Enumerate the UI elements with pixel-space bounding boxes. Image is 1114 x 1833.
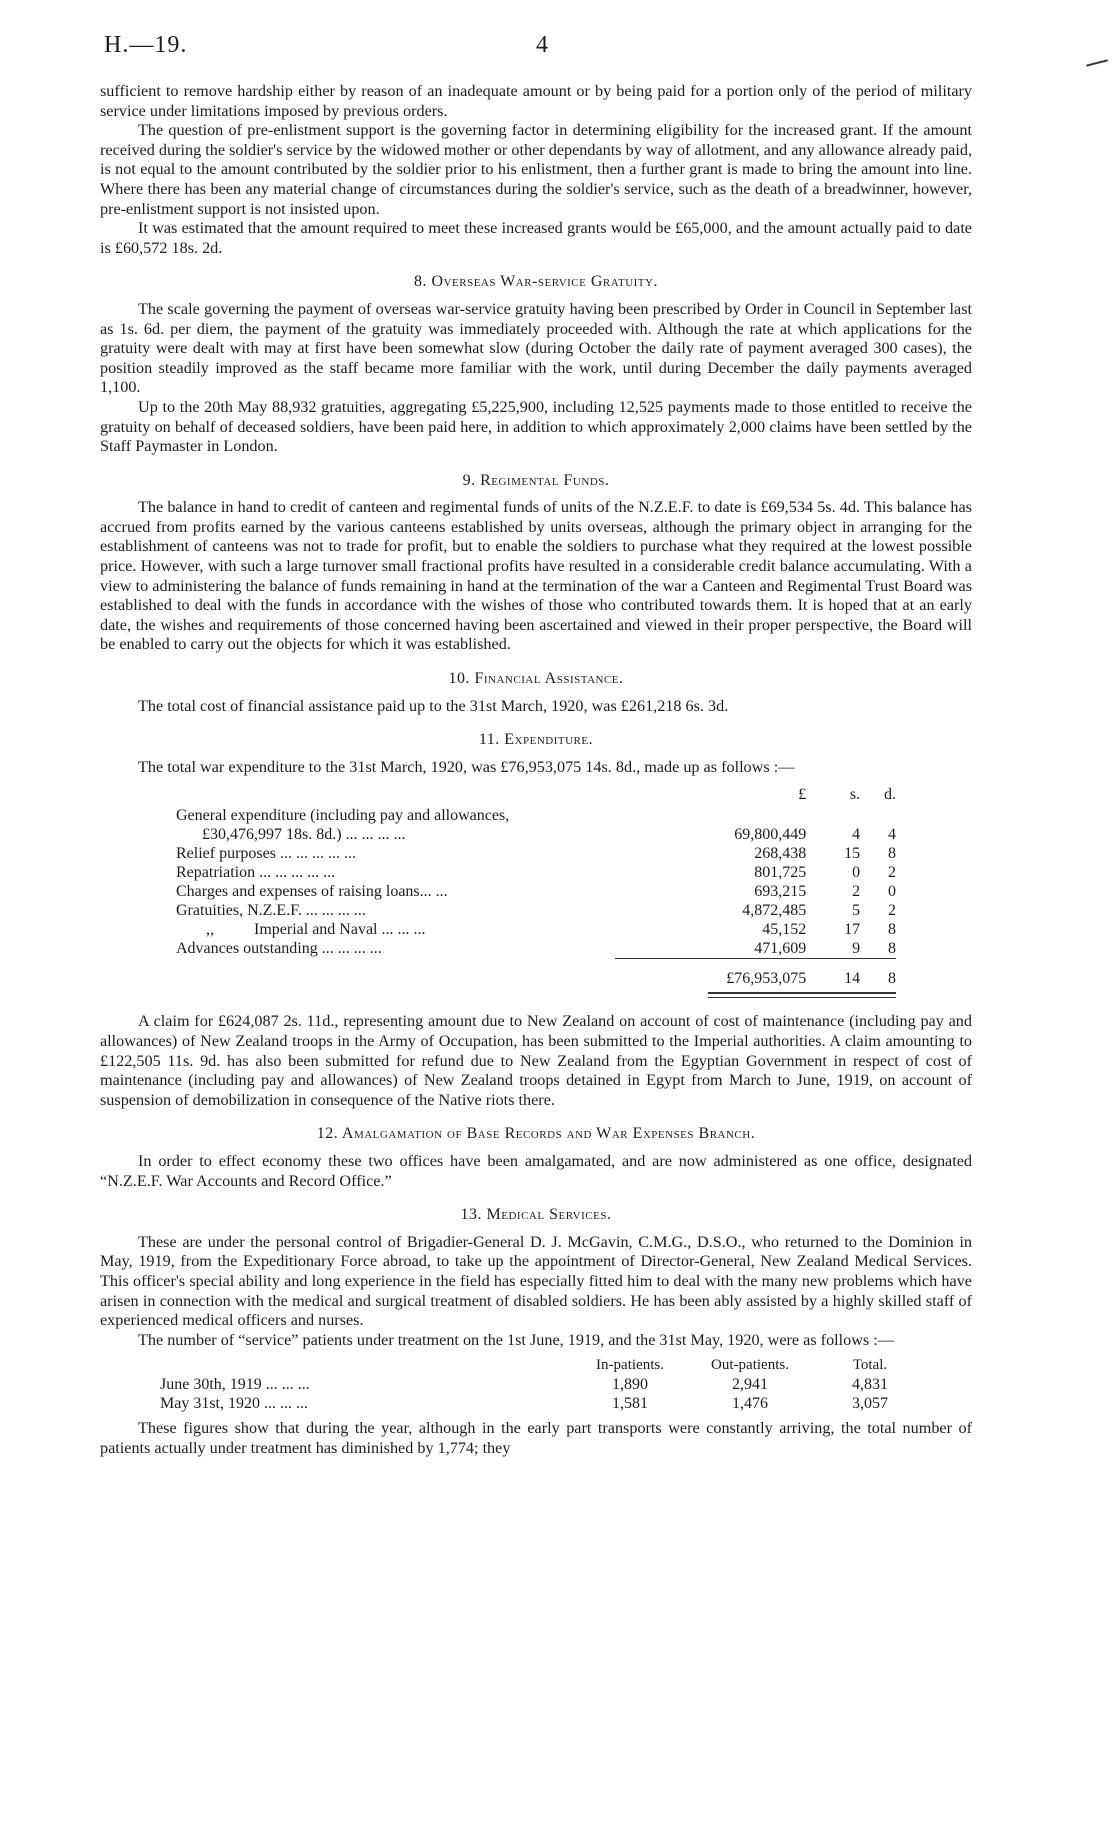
document-reference: H.—19. [104,32,188,58]
expenditure-desc: General expenditure (including pay and allowances, [176,807,510,825]
page-number: 4 [536,32,548,58]
margin-mark [1086,59,1108,66]
expenditure-desc: Relief purposes ... ... ... ... ... [176,845,356,863]
expenditure-desc: £30,476,997 18s. 8d.) ... ... ... ... [202,826,406,844]
paragraph: In order to effect economy these two offices have been amalgamated, and are now administered as one office, designated “N.Z.E.F. War Accounts and Record Office.” [100,1151,972,1190]
expenditure-total-pence: 8 [860,959,896,989]
expenditure-pounds: 693,215 [754,883,807,901]
section-heading: 11. Expenditure. [478,731,594,749]
patients-row [160,1375,930,1394]
expenditure-pounds: 69,800,449 [734,826,807,844]
expenditure-shillings: 4 [852,826,861,844]
expenditure-desc: Charges and expenses of raising loans... ... [176,883,448,901]
expenditure-shillings: 15 [844,845,861,863]
in-patients-value: 1,581 [612,1395,648,1413]
patients-table [160,1356,930,1413]
ditto-mark: ,, [206,921,214,939]
expenditure-pounds: 471,609 [754,940,807,958]
section-heading: 10. Financial Assistance. [448,670,624,688]
expenditure-pounds: 45,152 [762,921,807,939]
expenditure-row [176,844,896,863]
paragraph: A claim for £624,087 2s. 11d., representing amount due to New Zealand on account of cost of maintenance (including pay and allowances) of New Zealand troops in the Army of Occupation, has been submitted to the Imperial authorities. A claim amounting to £122,505 11s. 9d. has also been submitted for refund due to New Zealand from the Egyptian Government in respect of cost of maintenance (including pay and allowances) of New Zealand troops detained in Egypt from March to June, 1919, on account of suspension of demobilization in consequence of the Native riots there. [100,1012,972,1109]
paragraph: The number of “service” patients under treatment on the 1st June, 1919, and the 31st May, 1920, were as follows :— [138,1330,894,1349]
expenditure-shillings: 5 [852,902,861,920]
expenditure-row [176,882,896,901]
expenditure-desc: ,, Imperial and Naval ... ... ... [206,921,426,939]
col-in-patients: In-patients. [596,1357,664,1374]
paragraph: These are under the personal control of Brigadier-General D. J. McGavin, C.M.G., D.S.O., who returned to the Dominion in May, 1919, from the Expeditionary Force abroad, to take up the appointment of Director-General, New Zealand Medical Services. This officer's special ability and long experience in the field has especially fitted him to deal with the many new problems which have arisen in connection with the medical and surgical treatment of disabled soldiers. He has been ably assisted by a highly skilled staff of experienced medical officers and nurses. [100,1232,972,1330]
total-value: 3,057 [852,1395,888,1413]
expenditure-shillings: 0 [852,864,861,882]
paragraph: The question of pre-enlistment support is the governing factor in determining eligibility for the increased grant. If the amount received during the soldier's service by the widowed mother or other dependants by way of allotment, and any allowance already paid, is not equal to the amount contributed by the soldier prior to his enlistment, then a further grant is made to bring the amount into line. Where there has been any material change of circumstances during the soldier's service, such as the death of a breadwinner, however, pre-enlistment support is not insisted upon. [100,121,972,218]
patients-header-row [160,1356,930,1375]
expenditure-row [176,863,896,882]
expenditure-total-shillings: 14 [824,959,860,989]
expenditure-desc: Gratuities, N.Z.E.F. ... ... ... ... [176,902,366,920]
section-heading: 12. Amalgamation of Base Records and War Expenses Branch. [316,1125,756,1143]
expenditure-row [176,920,896,939]
expenditure-pence: 8 [888,921,896,939]
expenditure-table [176,785,896,988]
expenditure-pence: 2 [888,902,896,920]
in-patients-value: 1,890 [612,1376,648,1394]
expenditure-pence: 8 [888,845,896,863]
out-patients-value: 1,476 [732,1395,768,1413]
unit-pence: d. [884,786,896,804]
expenditure-pence: 8 [888,940,896,958]
expenditure-desc: Advances outstanding ... ... ... ... [176,940,382,958]
patients-date: June 30th, 1919 ... ... ... [160,1376,310,1394]
expenditure-pounds: 801,725 [754,864,807,882]
col-total: Total. [852,1357,888,1374]
unit-pounds: £ [798,786,807,804]
expenditure-row [176,806,896,825]
expenditure-pounds: 4,872,485 [742,902,807,920]
expenditure-pence: 0 [888,883,896,901]
paragraph: sufficient to remove hardship either by reason of an inadequate amount or by being paid for a portion only of the period of military service under limitations imposed by previous orders. [100,82,972,120]
patients-date: May 31st, 1920 ... ... ... [160,1395,308,1413]
paragraph: Up to the 20th May 88,932 gratuities, aggregating £5,225,900, including 12,525 payments made to those entitled to receive the gratuity on behalf of deceased soldiers, have been paid here, in addition to which approximately 2,000 claims have been settled by the Staff Paymaster in London. [100,397,972,456]
paragraph: The balance in hand to credit of canteen and regimental funds of units of the N.Z.E.F. to date is £69,534 5s. 4d. This balance has accrued from profits earned by the various canteens established by units overseas, although the primary object in arranging for the establishment of canteens was not to trade for profit, but to enable the soldiers to purchase what they required at the lowest possible price. However, with such a large turnover small fractional profits have resulted in a considerable credit balance accumulating. With a view to administering the balance of funds remaining in hand at the termination of the war a Canteen and Regimental Trust Board was established to deal with the funds in accordance with the wishes of those who contributed towards them. It is hoped that at an early date, the wishes and requirements of those concerned having been ascertained and viewed in their proper perspective, the Board will be enabled to carry out the objects for which it was established. [100,498,972,654]
col-out-patients: Out-patients. [711,1357,789,1374]
expenditure-row [176,939,896,959]
unit-shillings: s. [849,786,861,804]
expenditure-shillings: 17 [844,921,861,939]
patients-row [160,1394,930,1413]
expenditure-shillings: 9 [852,940,861,958]
section-heading: 9. Regimental Funds. [462,471,610,489]
total-value: 4,831 [852,1376,888,1394]
expenditure-total-pounds: £76,953,075 [615,959,824,989]
section-heading: 13. Medical Services. [460,1206,612,1224]
expenditure-row [176,901,896,920]
paragraph: The scale governing the payment of overseas war-service gratuity having been prescribed by Order in Council in September last as 1s. 6d. per diem, the payment of the gratuity was immediately proceeded with. Although the rate at which applications for the gratuity were dealt with may at first have been somewhat slow (during October the daily rate of payment averaged 300 cases), the position steadily improved as the staff became more familiar with the work, until during December the daily payments averaged 1,100. [100,299,972,397]
expenditure-units-row [176,785,896,806]
expenditure-shillings: 2 [852,883,861,901]
out-patients-value: 2,941 [732,1376,768,1394]
paragraph: These figures show that during the year, although in the early part transports were constantly arriving, the total number of patients actually under treatment has diminished by 1,774; they [100,1419,972,1457]
paragraph: The total war expenditure to the 31st March, 1920, was £76,953,075 14s. 8d., made up as follows :— [138,757,795,776]
expenditure-total-row [176,959,896,989]
expenditure-pounds: 268,438 [754,845,807,863]
expenditure-pence: 4 [888,826,896,844]
document-body [100,82,972,1459]
paragraph: It was estimated that the amount required to meet these increased grants would be £65,000, and the amount actually paid to date is £60,572 18s. 2d. [100,219,972,257]
paragraph: The total cost of financial assistance paid up to the 31st March, 1920, was £261,218 6s. 3d. [138,696,729,715]
section-heading: 8. Overseas War-service Gratuity. [414,273,658,291]
expenditure-pence: 2 [888,864,896,882]
expenditure-desc: Repatriation ... ... ... ... ... [176,864,336,882]
expenditure-row [176,825,896,844]
